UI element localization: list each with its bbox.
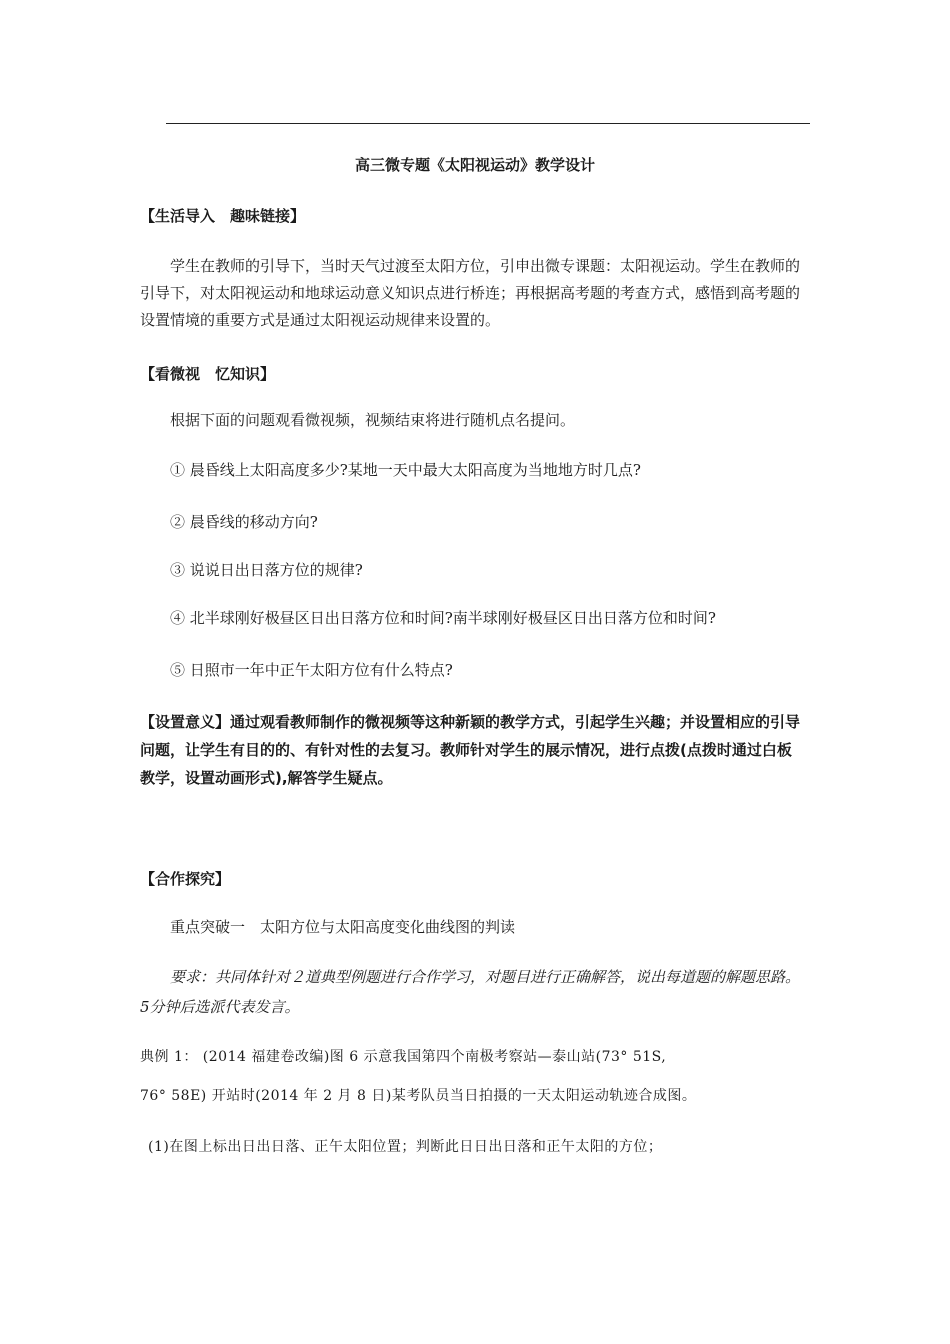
- requirement-paragraph: [140, 962, 800, 1022]
- example-line-2: 76° 58E) 开站时(2014 年 2 月 8 日)某考队员当日拍摄的一天太阳运动轨迹合成图。: [140, 1088, 697, 1104]
- example-line-1: 典例 1： (2014 福建卷改编)图 6 示意我国第四个南极考察站—泰山站(73° 51S,: [140, 1049, 667, 1065]
- question-item-1: ① 晨昏线上太阳高度多少?某地一天中最大太阳高度为当地地方时几点?: [170, 461, 641, 479]
- setting-significance-paragraph: 【设置意义】通过观看教师制作的微视频等这种新颖的教学方式，引起学生兴趣；并设置相应的引导问题，让学生有目的的、有针对性的去复习。教师针对学生的展示情况，进行点拨(点拨时通过白板教学，设置动画形式),解答学生疑点。: [140, 713, 801, 787]
- video-instruction: 根据下面的问题观看微视频，视频结束将进行随机点名提问。: [170, 411, 576, 429]
- focus-breakthrough: 重点突破一 太阳方位与太阳高度变化曲线图的判读: [170, 918, 516, 936]
- section-heading-life-intro: 【生活导入 趣味链接】: [140, 207, 306, 225]
- section-heading-micro-video: 【看微视 忆知识】: [140, 365, 276, 383]
- example-question-1: (1)在图上标出日出日落、正午太阳位置；判断此日日出日落和正午太阳的方位；: [148, 1139, 663, 1155]
- question-item-3: ③ 说说日出日落方位的规律?: [170, 561, 363, 579]
- question-item-2: ② 晨昏线的移动方向?: [170, 513, 318, 531]
- header-rule: [166, 123, 810, 124]
- intro-paragraph: [140, 253, 800, 334]
- question-item-4: ④ 北半球刚好极昼区日出日落方位和时间?南半球刚好极昼区日出日落方位和时间?: [170, 609, 716, 627]
- question-item-5: ⑤ 日照市一年中正午太阳方位有什么特点?: [170, 661, 453, 679]
- requirement-text: 要求：共同体针对２道典型例题进行合作学习，对题目进行正确解答，说出每道题的解题思路。5分钟后选派代表发言。: [140, 968, 801, 1016]
- section-heading-cooperative: 【合作探究】: [140, 870, 231, 888]
- intro-paragraph-text: 学生在教师的引导下，当时天气过渡至太阳方位，引申出微专课题：太阳视运动。学生在教师的引导下，对太阳视运动和地球运动意义知识点进行桥连；再根据高考题的考查方式，感悟到高考题的设置情境的重要方式是通过太阳视运动规律来设置的。: [140, 257, 801, 329]
- document-title: 高三微专题《太阳视运动》教学设计: [354, 156, 595, 174]
